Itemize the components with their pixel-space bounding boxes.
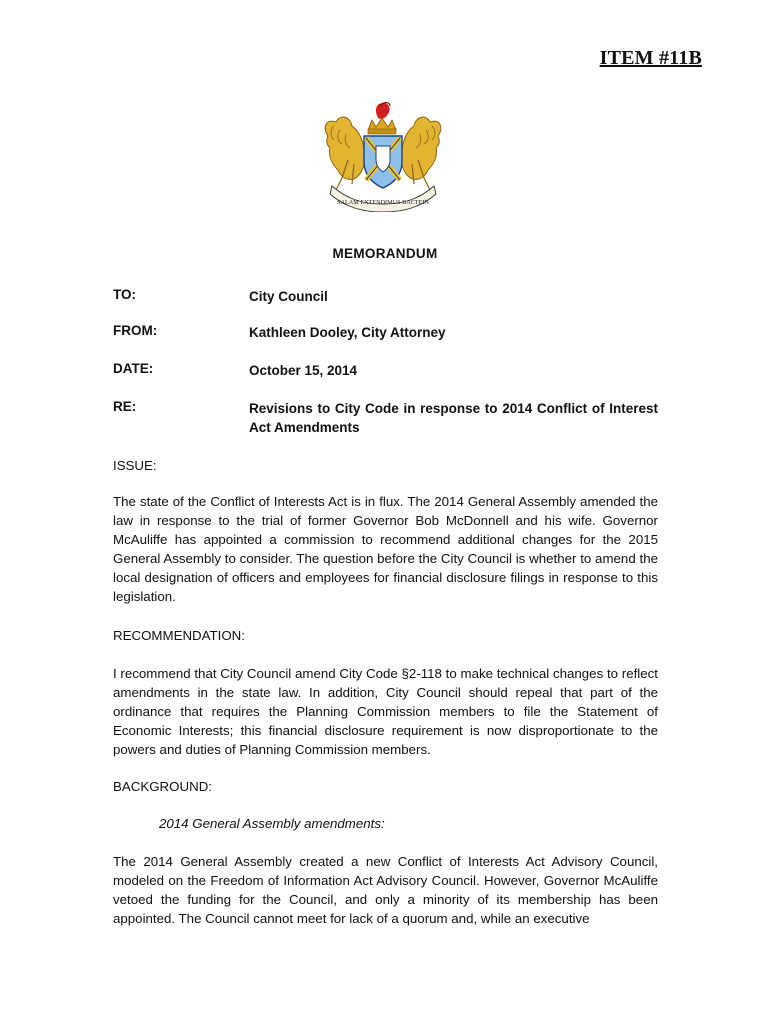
from-value: Kathleen Dooley, City Attorney — [249, 325, 446, 340]
re-value: Revisions to City Code in response to 2014 Conflict of Interest Act Amendments — [249, 401, 658, 435]
background-heading: BACKGROUND: — [113, 779, 212, 794]
background-subheading: 2014 General Assembly amendments: — [159, 816, 385, 831]
date-label: DATE: — [113, 361, 154, 376]
city-seal-logo — [318, 100, 448, 212]
item-number: ITEM #11B — [599, 47, 702, 69]
issue-paragraph: The state of the Conflict of Interests Act is in flux. The 2014 General Assembly amended the law in response to the trial of former Governor Bob McDonnell and his wife. Governor McAuliffe has appointed a commission to recommend additional changes for the 2015 General Assembly to consider. The question before the City Council is whether to amend the local designation of officers and employees for financial disclosure filings in response to this legislation. — [113, 494, 658, 604]
to-label: TO: — [113, 287, 136, 302]
background-paragraph: The 2014 General Assembly created a new Conflict of Interests Act Advisory Council, modeled on the Freedom of Information Act Advisory Council. However, Governor McAuliffe vetoed the funding for the Council, and only a minority of its membership has been appointed. The Council cannot meet for lack of a quorum and, while an executive — [113, 854, 658, 926]
to-value: City Council — [249, 289, 328, 304]
from-label: FROM: — [113, 323, 158, 338]
svg-text:SALAM EXTENDIMUS BACTEIN: SALAM EXTENDIMUS BACTEIN — [337, 199, 429, 206]
re-label: RE: — [113, 399, 137, 414]
issue-heading: ISSUE: — [113, 458, 157, 473]
recommendation-paragraph: I recommend that City Council amend City Code §2-118 to make technical changes to reflect amendments in the state law. In addition, City Council should repeal that part of the ordinance that requires the Planning Commission members to file the Statement of Economic Interests; this financial disclosure requirement is now disproportionate to the powers and duties of Planning Commission members. — [113, 666, 658, 757]
memo-title: MEMORANDUM — [332, 246, 438, 261]
recommendation-heading: RECOMMENDATION: — [113, 628, 245, 643]
date-value: October 15, 2014 — [249, 363, 358, 378]
